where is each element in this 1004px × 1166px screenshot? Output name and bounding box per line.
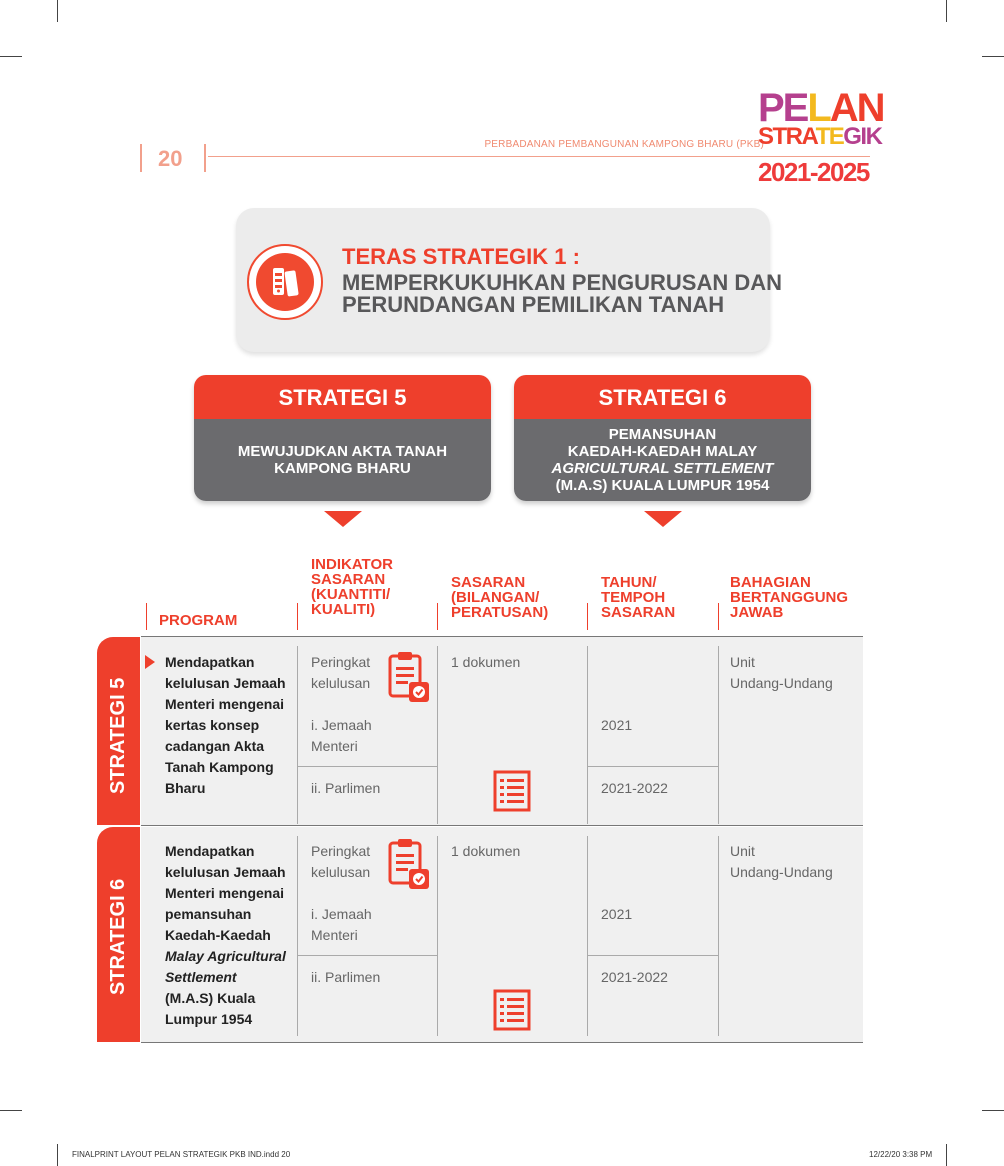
table-rule [297,836,298,1036]
crop-mark [57,1144,58,1166]
tahun-value: 2021-2022 [601,969,668,985]
bahagian-value: Unit Undang-Undang [730,654,833,691]
logo-year: 2021-2025 [758,157,869,187]
checklist-icon [493,989,531,1031]
page-number-divider [204,144,206,172]
crop-mark [982,1110,1004,1111]
header-bar [718,603,719,630]
header-bahagian: BAHAGIAN BERTANGGUNG JAWAB [730,574,849,621]
table-rule [718,836,719,1036]
crop-mark [57,0,58,22]
strategy-card-title: STRATEGI 5 [194,375,491,419]
clipboard-check-icon [387,650,431,702]
indikator-sub: i. Jemaah Menteri [311,717,372,754]
strategy-card-title: STRATEGI 6 [514,375,811,419]
table-rule [437,836,438,1036]
table-rule [141,825,863,826]
arrow-down-icon [324,511,362,527]
table-rule [141,636,863,637]
header-bar [437,603,438,630]
sasaran-value: 1 dokumen [451,843,521,859]
checklist-icon [493,770,531,812]
crop-mark [0,1110,22,1111]
table-rule [297,646,298,824]
header-indikator: INDIKATOR SASARAN (KUANTITI/ KUALITI) [311,556,393,618]
table-rule [587,836,588,1036]
page-number: 20 [158,146,183,171]
side-label-text: STRATEGI 6 [107,878,129,995]
tahun-value: 2021 [601,906,633,922]
pointer-triangle-icon [145,655,155,669]
table-rule [587,766,718,767]
sasaran-value: 1 dokumen [451,654,521,670]
clipboard-check-icon [387,837,431,889]
header-program: PROGRAM [159,612,238,629]
indikator-sub: i. Jemaah Menteri [311,906,372,943]
teras-title: TERAS STRATEGIK 1 : [342,244,580,269]
documents-icon [247,244,323,320]
header-bar [146,603,147,630]
logo-strategik: STRATEGIK [758,123,882,150]
table-rule [141,1042,863,1043]
table-rule [718,646,719,824]
header-tahun: TAHUN/ TEMPOH SASARAN [601,574,676,621]
teras-subtitle: MEMPERKUKUHKAN PENGURUSAN DAN PERUNDANGAN PEMILIKAN TANAH [342,270,783,317]
indikator-sub: ii. Parlimen [311,969,381,985]
table-rule [297,955,437,956]
header-bar [297,603,298,630]
strategy-card-desc: MEWUJUDKAN AKTA TANAH KAMPONG BHARU [194,419,491,501]
page-number-divider [140,144,142,172]
table-rule [437,646,438,824]
side-label-text: STRATEGI 5 [107,677,129,794]
tahun-value: 2021-2022 [601,780,668,796]
indikator-main: Peringkat kelulusan [311,843,371,880]
table-rule [297,766,437,767]
strategy-card-desc: PEMANSUHAN KAEDAH-KAEDAH MALAY AGRICULTURAL SETTLEMENT (M.A.S) KUALA LUMPUR 1954 [514,419,811,501]
bahagian-value: Unit Undang-Undang [730,843,833,880]
program-text: Mendapatkan kelulusan Jemaah Menteri mengenai kertas konsep cadangan Akta Tanah Kampong Bharu [165,654,286,796]
crop-mark [0,56,22,57]
header-bar [587,603,588,630]
logo-pelan: PELAN [758,86,884,130]
tahun-value: 2021 [601,717,633,733]
arrow-down-icon [644,511,682,527]
indikator-sub: ii. Parlimen [311,780,381,796]
table-rule [587,646,588,824]
strategy-card-5 [194,375,491,501]
crop-mark [982,56,1004,57]
table-rule [587,955,718,956]
footer-filename: FINALPRINT LAYOUT PELAN STRATEGIK PKB IND.indd 20 [72,1150,291,1159]
strategy-card-6 [514,375,811,501]
organization-name: PERBADANAN PEMBANGUNAN KAMPONG BHARU (PKB) [480,139,764,150]
program-text: Mendapatkan kelulusan Jemaah Menteri mengenai pemansuhan Kaedah-Kaedah Malay Agricultural Settlement (M.A.S) Kuala Lumpur 1954 [165,843,286,1027]
footer-timestamp: 12/22/20 3:38 PM [869,1150,933,1159]
indikator-main: Peringkat kelulusan [311,654,371,691]
crop-mark [946,0,947,22]
header-sasaran: SASARAN (BILANGAN/ PERATUSAN) [451,574,549,621]
crop-mark [946,1144,947,1166]
